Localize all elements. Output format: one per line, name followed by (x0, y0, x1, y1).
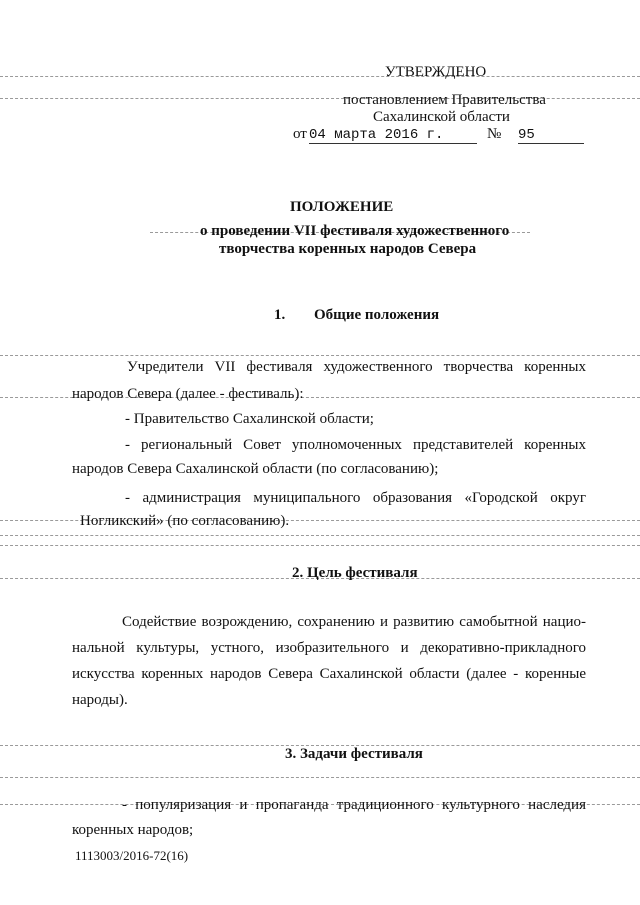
paragraph-line: нальной культуры, устного, изобразительного и декоративно-прикладного (72, 640, 586, 656)
approval-line-1: постановлением Правительства (343, 92, 546, 108)
founder-item-cont: народов Севера Сахалинской области (по согласованию); (72, 461, 439, 477)
document-code: 1113003/2016-72(16) (75, 848, 189, 863)
date-prefix: от (293, 126, 307, 142)
founder-item-cont: Ногликский» (по согласованию). (80, 513, 290, 529)
approved-label: УТВЕРЖДЕНО (385, 64, 487, 80)
founder-item: - администрация муниципального образования «Городской округ (125, 490, 586, 506)
task-item-cont: коренных народов; (72, 822, 194, 838)
scan-line (0, 545, 640, 546)
approval-date: 04 марта 2016 г. (309, 127, 477, 144)
document-subtitle-2: творчества коренных народов Севера (219, 241, 477, 257)
founder-item: - региональный Совет уполномоченных представителей коренных (125, 437, 586, 453)
section-1-number: 1. (274, 307, 286, 323)
paragraph-line: искусства коренных народов Севера Сахалинской области (далее - коренные (72, 666, 586, 682)
approval-number: 95 (518, 127, 584, 144)
paragraph-line: народов Севера (далее - фестиваль): (72, 386, 304, 402)
paragraph-line: Содействие возрождению, сохранению и развитию самобытной нацио- (122, 614, 586, 630)
section-3-heading: 3. Задачи фестиваля (285, 746, 423, 762)
paragraph-line: народы). (72, 692, 128, 708)
document-title: ПОЛОЖЕНИЕ (290, 199, 394, 215)
scan-line (0, 76, 640, 77)
section-1-heading: Общие положения (314, 307, 440, 323)
paragraph-line: Учредители VII фестиваля художественного творчества коренных (127, 359, 586, 375)
number-label: № (487, 126, 502, 142)
scan-line (0, 535, 640, 536)
approval-line-2: Сахалинской области (373, 109, 510, 125)
founder-item: - Правительство Сахалинской области; (125, 411, 374, 427)
scan-line (0, 777, 640, 778)
scan-line (0, 355, 640, 356)
task-item: - популяризация и пропаганда традиционного культурного наследия (122, 797, 586, 813)
document-subtitle-1: о проведении VII фестиваля художественного (200, 223, 510, 239)
section-2-heading: 2. Цель фестиваля (292, 565, 418, 581)
